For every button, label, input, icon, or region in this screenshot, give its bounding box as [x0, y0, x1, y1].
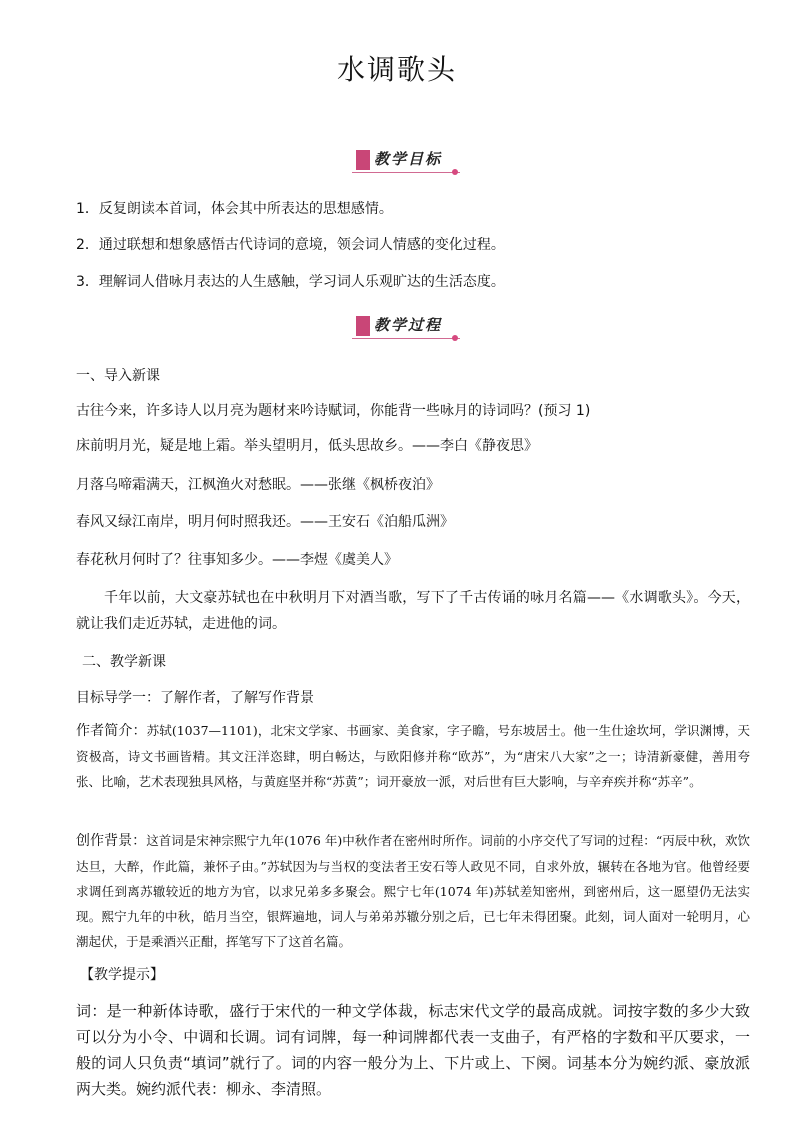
section-heading-process: 教学过程: [374, 316, 443, 334]
section-heading-goals: 教学目标: [374, 150, 443, 168]
tips-heading: 【教学提示】: [80, 967, 164, 983]
background-text: 这首词是宋神宗熙宁九年(1076 年)中秋作者在密州时所作。词前的小序交代了写词的过程：“丙辰中秋，欢饮达旦，大醉，作此篇，兼怀子由。”苏轼因为与当权的变法者王安石等人政见不同，自求外放，辗转在各地为官。他曾经要求调任到离苏辙较近的地方为官，以求兄弟多多聚会。熙宁七年(1074 年)苏轼差知密州，到密州后，这一愿望仍无法实现。熙宁九年的中秋，皓月当空，银辉遍地，词人与弟弟苏辙分别之后，已七年未得团聚。此刻，词人面对一轮明月，心潮起伏，于是乘酒兴正酣，挥笔写下了这首名篇。: [76, 833, 750, 949]
transition-paragraph: 千年以前，大文豪苏轼也在中秋明月下对酒当歌，写下了千古传诵的咏月名篇——《水调歌头》。今天，就让我们走近苏轼，走进他的词。: [76, 590, 750, 632]
poem-line: 春风又绿江南岸，明月何时照我还。——王安石《泊船瓜洲》: [76, 514, 454, 530]
goal-item: 2．通过联想和想象感悟古代诗词的意境，领会词人情感的变化过程。: [76, 237, 505, 253]
banner-marker: [356, 150, 370, 170]
section-banner-goals: [352, 148, 460, 174]
author-text: 苏轼(1037—1101)，北宋文学家、书画家、美食家，字子瞻，号东坡居士。他一生仕途坎坷，学识渊博，天资极高，诗文书画皆精。其文汪洋恣肆，明白畅达，与欧阳修并称“欧苏”，为“唐宋八大家”之一；诗清新豪健，善用夸张、比喻，艺术表现独具风格，与黄庭坚并称“苏黄”；词开豪放一派，对后世有巨大影响，与辛弃疾并称“苏辛”。: [76, 723, 750, 789]
page-title: 水调歌头: [336, 53, 457, 86]
goal-item: 1．反复朗读本首词，体会其中所表达的思想感情。: [76, 201, 393, 217]
part2-heading: 二、教学新课: [82, 654, 166, 670]
goal-item: 3．理解词人借咏月表达的人生感触，学习词人乐观旷达的生活态度。: [76, 274, 505, 290]
goal-guide-1: 目标导学一：了解作者，了解写作背景: [76, 690, 314, 706]
section-banner-process: [352, 314, 460, 340]
banner-dot: [452, 335, 458, 341]
background-paragraph: [76, 828, 750, 954]
background-label: 创作背景：: [76, 833, 147, 849]
part1-intro: 古往今来，许多诗人以月亮为题材来吟诗赋词，你能背一些咏月的诗词吗？(预习 1): [76, 403, 591, 419]
poem-line: 春花秋月何时了？往事知多少。——李煜《虞美人》: [76, 552, 398, 568]
banner-marker: [356, 316, 370, 336]
author-label: 作者简介：: [76, 723, 147, 739]
banner-dot: [452, 169, 458, 175]
tips-paragraph: 词：是一种新体诗歌，盛行于宋代的一种文学体裁，标志宋代文学的最高成就。词按字数的多少大致可以分为小令、中调和长调。词有词牌，每一种词牌都代表一支曲子，有严格的字数和平仄要求，一般的词人只负责“填词”就行了。词的内容一般分为上、下片或上、下阕。词基本分为婉约派、豪放派两大类。婉约派代表：柳永、李清照。: [76, 1002, 750, 1098]
author-paragraph: [76, 718, 750, 794]
poem-line: 月落乌啼霜满天，江枫渔火对愁眠。——张继《枫桥夜泊》: [76, 477, 440, 493]
part1-heading: 一、导入新课: [76, 368, 160, 384]
poem-line: 床前明月光，疑是地上霜。举头望明月，低头思故乡。——李白《静夜思》: [76, 438, 538, 454]
